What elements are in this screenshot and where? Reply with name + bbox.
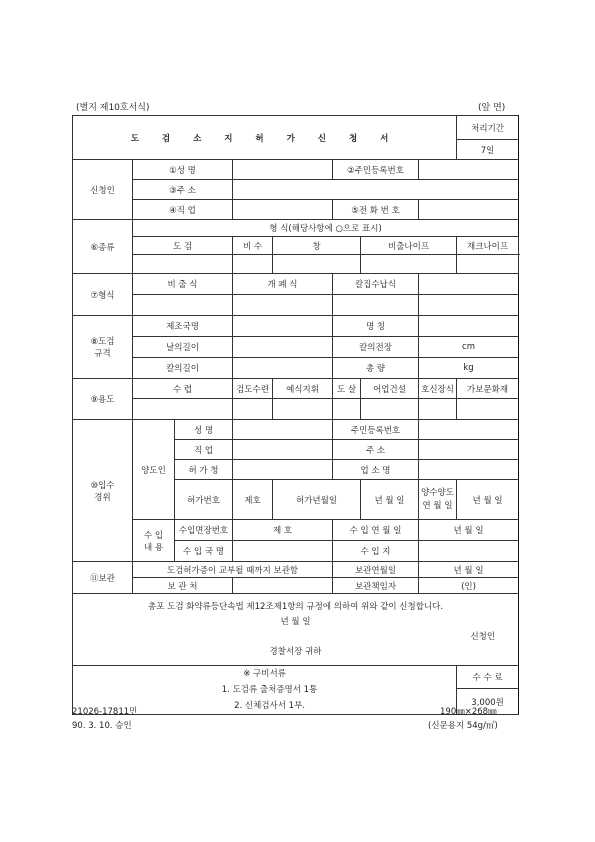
storage-date-label: 보관연월일 [333,562,419,578]
import-place-field[interactable] [419,541,519,562]
spec-section: ⑧도검 규격 [73,316,133,379]
import-country-label: 수 입 국 명 [175,541,233,562]
use-section: ⑨용도 [73,379,133,420]
permit-holder-field[interactable] [233,460,333,480]
maker-country-label: 제조국명 [133,316,233,337]
kind-mark[interactable] [133,255,233,274]
transfer-date-field[interactable]: 년 월 일 [457,480,519,520]
processing-period-value: 7일 [457,140,519,160]
kind-mark[interactable] [361,255,457,274]
total-length-field[interactable]: cm [419,337,519,358]
use-option[interactable]: 검도수련 [233,379,273,399]
style-section: ⑦형식 [73,274,133,316]
kind-header: 형 식(해당사항에 ○으로 표시) [133,220,519,237]
storage-until-text: 도검허가증이 교부될 때까지 보관함 [133,562,333,578]
processing-period-label: 처리기간 [457,116,519,140]
form-code: 21026-17811민 [72,707,138,717]
storage-officer-seal[interactable]: (인) [419,578,519,594]
job-label: ④직 업 [133,200,233,220]
permit-holder-label: 허 가 청 [175,460,233,480]
page-side-label: (앞 면) [478,103,506,113]
transferor-label: 양도인 [133,420,175,520]
kind-mark[interactable] [457,255,519,274]
use-option[interactable]: 예식지휘 [273,379,333,399]
storage-date-field[interactable]: 년 월 일 [419,562,519,578]
kind-option[interactable]: 재크나이프 [457,237,519,255]
blade-length-field[interactable] [233,337,333,358]
style-option[interactable]: 비 출 식 [133,274,233,295]
style-blank[interactable] [419,274,519,295]
width-label: 칼의길이 [133,358,233,379]
paper-type: (신문용지 54g/㎡) [428,721,498,731]
name-label: ①성 명 [133,160,233,180]
style-option[interactable]: 개 폐 식 [233,274,333,295]
transferor-reg-label: 주민등록번호 [333,420,419,440]
permit-date-label: 허가년월일 [273,480,361,520]
applicant-section: 신청인 [73,160,133,220]
declaration-addressee: 경찰서장 귀하 [269,646,322,657]
kind-option[interactable]: 창 [273,237,361,255]
kind-option[interactable]: 도 검 [133,237,233,255]
use-mark[interactable] [333,399,361,420]
kind-option[interactable]: 비 수 [233,237,273,255]
storage-place-field[interactable] [233,578,333,594]
total-length-label: 칼의전장 [333,337,419,358]
address-label: ③주 소 [133,180,233,200]
use-option[interactable]: 수 렵 [133,379,233,399]
business-name-label: 업 소 명 [333,460,419,480]
transferor-name-label: 성 명 [175,420,233,440]
kind-mark[interactable] [273,255,361,274]
form-title: 도 검 소 지 허 가 신 청 서 [73,116,457,160]
application-form [72,115,519,715]
width-field[interactable] [233,358,333,379]
storage-section: ⑪보관 [73,562,133,594]
storage-place-label: 보 관 처 [133,578,233,594]
address-field[interactable] [233,180,519,200]
import-country-field[interactable] [233,541,333,562]
paper-size: 190㎜×268㎜ [440,707,497,717]
sword-name-field[interactable] [419,316,519,337]
import-date-field[interactable]: 년 월 일 [419,520,519,541]
weight-field[interactable]: kg [419,358,519,379]
use-option[interactable]: 가보문화재 [457,379,519,399]
import-date-label: 수 입 연 월 일 [333,520,419,541]
use-mark[interactable] [233,399,273,420]
transferor-address-label: 주 소 [333,440,419,460]
sword-name-label: 명 칭 [333,316,419,337]
document-item: 1. 도검류 출처증명서 1통 [221,685,318,695]
blade-length-label: 날의길이 [133,337,233,358]
transfer-date-label: 양수양도 연 월 일 [419,480,457,520]
declaration-text: 총포 도검 화약류등단속법 제12조제1항의 규정에 의하여 위와 같이 신청합니다. [147,601,444,612]
documents-label: ※ 구비서류 [243,669,286,679]
maker-country-field[interactable] [233,316,333,337]
transferor-name-field[interactable] [233,420,333,440]
transferor-job-field[interactable] [233,440,333,460]
approval-date: 90. 3. 10. 승인 [72,721,132,731]
kind-option[interactable]: 비출나이프 [361,237,457,255]
style-option[interactable]: 칼집수납식 [333,274,419,295]
use-mark[interactable] [419,399,457,420]
use-option[interactable]: 어업건설 [361,379,419,399]
kind-section: ⑥종류 [73,220,133,274]
transferor-reg-field[interactable] [419,420,519,440]
permit-no-label: 허가번호 [175,480,233,520]
use-mark[interactable] [457,399,519,420]
declaration-date: 년 월 일 [280,616,311,627]
fee-value: 3,000원 [457,689,519,715]
weight-label: 총 량 [333,358,419,379]
form-number: (별지 제10호서식) [76,103,150,113]
phone-field[interactable] [419,200,519,220]
declaration [73,594,519,666]
use-option[interactable]: 호신장식 [419,379,457,399]
transferor-job-label: 직 업 [175,440,233,460]
permit-date-field[interactable]: 년 월 일 [361,480,419,520]
import-place-label: 수 입 지 [333,541,419,562]
import-permit-label: 수입면장번호 [175,520,233,541]
permit-no-field[interactable]: 제호 [233,480,273,520]
import-label: 수 입 내 용 [133,520,175,562]
style-mark[interactable] [233,295,333,316]
fee-label: 수 수 료 [457,666,519,689]
storage-officer-label: 보관책임자 [333,578,419,594]
reg-no-label: ②주민등록번호 [333,160,419,180]
use-mark[interactable] [273,399,333,420]
acquisition-section: ⑩입수 경위 [73,420,133,562]
use-option[interactable]: 도 살 [333,379,361,399]
style-mark[interactable] [419,295,519,316]
business-name-field[interactable] [419,460,519,480]
use-mark[interactable] [361,399,419,420]
style-mark[interactable] [333,295,419,316]
kind-mark[interactable] [233,255,273,274]
job-field[interactable] [233,200,333,220]
style-mark[interactable] [133,295,233,316]
transferor-address-field[interactable] [419,440,519,460]
use-mark[interactable] [133,399,233,420]
document-item: 2. 신체검사서 1부. [234,701,305,711]
reg-no-field[interactable] [419,160,519,180]
phone-label: ⑤전 화 번 호 [333,200,419,220]
declaration-applicant: 신청인 [470,631,496,642]
name-field[interactable] [233,160,333,180]
import-permit-field[interactable]: 제 호 [233,520,333,541]
